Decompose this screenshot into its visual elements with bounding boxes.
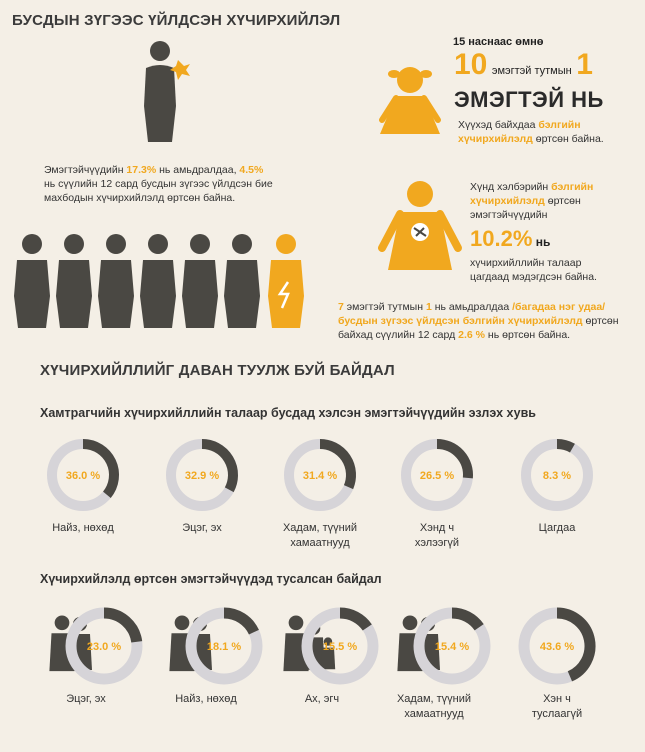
woman-figure-icon (140, 234, 176, 328)
women-stat-text2: хүчирхийллийн талаар цагдаад мэдэгдсэн байна. (470, 257, 597, 283)
section2-title: ХҮЧИРХИЙЛЛИЙГ ДАВАН ТУУЛЖ БУЙ БАЙДАЛ (40, 362, 395, 379)
donut-category-label: туслаагүй (531, 708, 583, 720)
donut-category-label: Эцэг, эх (182, 522, 222, 534)
girl-age-line: 15 наснаас өмнө (453, 36, 544, 48)
subtitle2: Хүчирхийлэлд өртсөн эмэгтэйчүүдэд тусалсан байдал (40, 572, 382, 586)
donut-value-label: 23.0 % (86, 641, 122, 653)
women-stat-pct: 10.2% нь (470, 226, 551, 251)
donut-item (171, 444, 233, 534)
donut-value-label: 15.5 % (322, 641, 358, 653)
donut-chart-2 (0, 588, 645, 748)
donut-category-label: Цагдаа (538, 522, 576, 534)
seven-stat-text: 7 эмэгтэй тутмын 1 нь амьдралдаа /багадаа нэг удаа/ бусдын зүгээс үйлдсэн бэлгийн хүчирхийлэлд өртсөн байхад сүүлийн 12 сард 2.6 % нь өртсөн байна. (338, 301, 619, 341)
donut-item (169, 613, 257, 705)
donut-item (526, 444, 588, 534)
girl-ratio: 10 эмэгтэй тутмын 1 (454, 48, 593, 81)
donut-category-label: Хэнд ч (419, 522, 455, 534)
donut-category-label: Найз, нөхөд (52, 522, 114, 534)
donut-value-label: 18.1 % (206, 641, 242, 653)
donut-category-label: Найз, нөхөд (175, 693, 237, 705)
donut-chart-1 (0, 425, 645, 565)
donut-category-label: хамаатнууд (404, 708, 464, 720)
women-row (14, 232, 334, 332)
donut-arc (202, 444, 233, 490)
donut-category-label: Хэн ч (543, 693, 571, 705)
donut-arc (224, 613, 254, 632)
donut-arc (452, 613, 479, 627)
donut-arc (104, 613, 137, 642)
woman-injured-icon (376, 178, 464, 274)
woman-hit-icon (132, 38, 192, 146)
women-stat-text: Хүнд хэлбэрийн бэлгийн хүчирхийлэлд өртсөн эмэгтэйчүүдийн (470, 181, 594, 221)
donut-arc (340, 613, 367, 627)
donut-category-label: Хадам, түүний (396, 693, 472, 705)
donut-item (397, 613, 485, 720)
donut-item (283, 613, 373, 705)
stat1-text: Эмэгтэйчүүдийн 17.3% нь амьдралдаа, 4.5% нь сүүлийн 12 сард бусдын зүгээс үйлдсэн бие махбодын хүчирхийлэлд өртсөн байна. (44, 164, 273, 204)
donut-item (406, 444, 468, 549)
woman-figure-icon (268, 234, 304, 328)
donut-category-label: Ах, эгч (304, 693, 340, 705)
donut-item (524, 613, 590, 720)
donut-value-label: 26.5 % (419, 470, 455, 482)
donut-value-label: 8.3 % (542, 470, 572, 482)
donut-value-label: 31.4 % (302, 470, 338, 482)
woman-figure-icon (98, 234, 134, 328)
woman-figure-icon (14, 234, 50, 328)
page-title: БУСДЫН ЗҮГЭЭС ҮЙЛДСЭН ХҮЧИРХИЙЛЭЛ (12, 12, 341, 29)
woman-figure-icon (224, 234, 260, 328)
donut-item (52, 444, 114, 534)
girl-big-label: ЭМЭГТЭЙ НЬ (454, 87, 604, 112)
donut-value-label: 43.6 % (539, 641, 575, 653)
donut-category-label: Эцэг, эх (66, 693, 106, 705)
donut-category-label: хэлээгүй (414, 537, 460, 549)
woman-figure-icon (182, 234, 218, 328)
donut-arc (557, 444, 572, 448)
donut-value-label: 36.0 % (65, 470, 101, 482)
donut-item (283, 444, 357, 549)
subtitle1: Хамтрагчийн хүчирхийллийн талаар бусдад хэлсэн эмэгтэйчүүдийн эзлэх хувь (40, 406, 536, 420)
donut-value-label: 32.9 % (184, 470, 220, 482)
girl-desc: Хүүхэд байхдаа бэлгийн хүчирхийлэлд өртсөн байна. (458, 119, 604, 145)
donut-item (49, 613, 137, 705)
woman-figure-icon (56, 234, 92, 328)
donut-category-label: Хадам, түүний (282, 522, 358, 534)
girl-icon (370, 60, 450, 138)
donut-value-label: 15.4 % (434, 641, 470, 653)
donut-category-label: хамаатнууд (290, 537, 350, 549)
